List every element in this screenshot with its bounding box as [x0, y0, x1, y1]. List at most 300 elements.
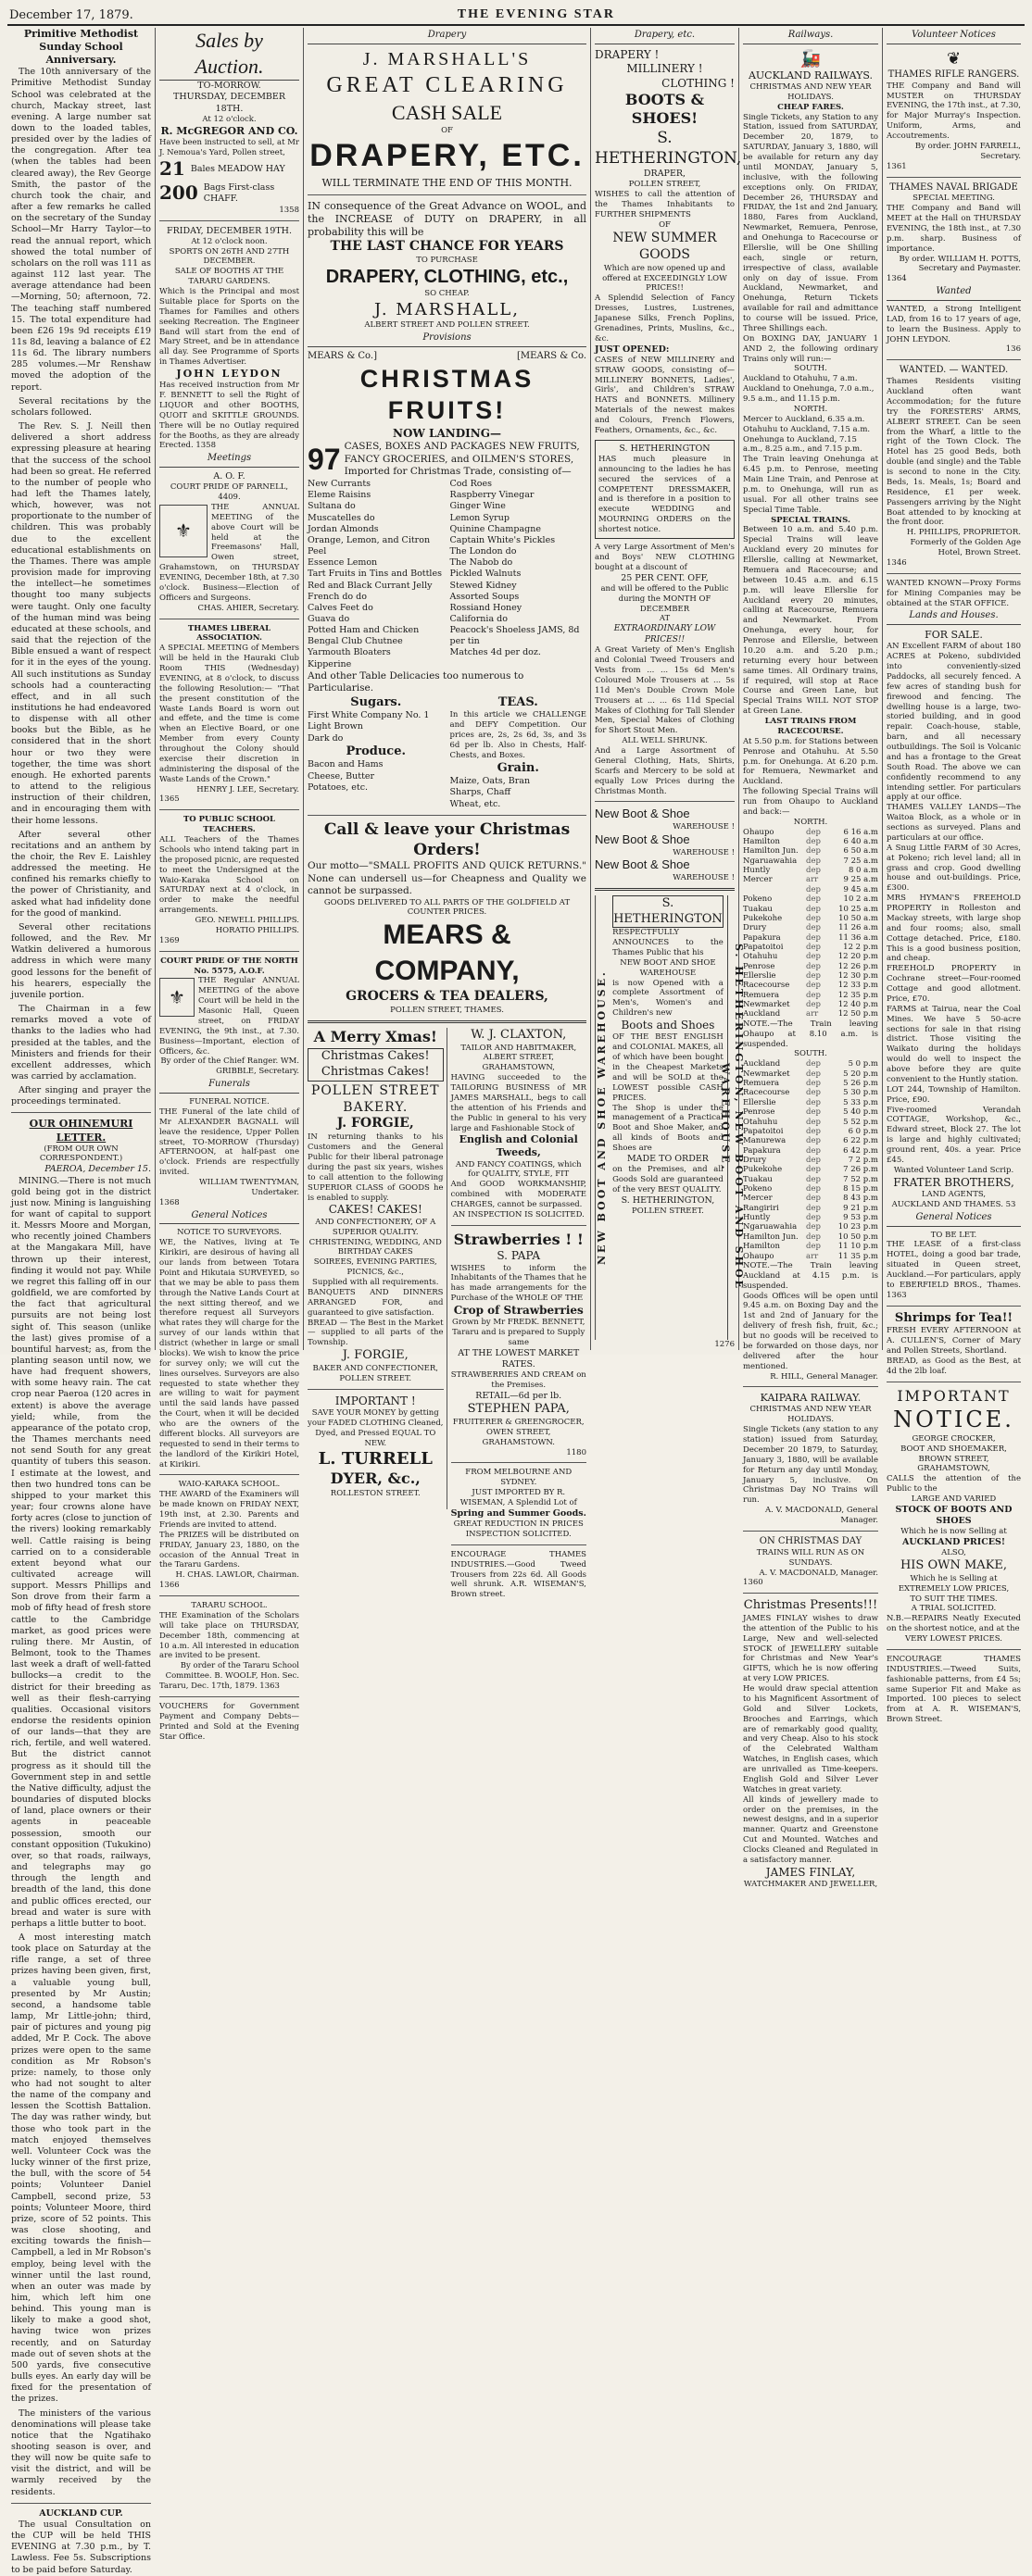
list-item: Light Brown — [308, 721, 363, 732]
article-subheading: (FROM OUR OWN CORRESPONDENT.) — [39, 1144, 123, 1164]
table-cell: Drury — [743, 923, 767, 933]
ad-text: JAMES FINLAY wishes to draw the attention of the Public to his Large, New and well-selected STOCK of JEWELLERY suitable for Christmas and New Year's GIFTS, which he is now offering at very LOW PRICES. — [743, 1613, 878, 1684]
table-cell: 10 25 a.m — [838, 904, 878, 914]
ad-line: SPORTS ON 26TH AND 27TH DECEMBER. — [169, 246, 290, 267]
ad-text: Between 10 a.m. and 5.40 p.m. Special Trains will leave Auckland every 20 minutes for Ellerslie, calling at Newmarket, Remuera and Racecourse; and between 10.45 a.m. and 6.15 p.m. will leave Ellerslie for Auckland every 20 minutes, calling at Racecourse, Remuera and Newmarket. From Onehunga, every hour, for Penrose and Ellerslie, between 10.20 a.m. and 5.20 p.m.; returning every hour between same times. All Ordinary trains, if required, will stop at Race Course and Green Lane, but Special Trains WILL NOT STOP at Green Lane. — [743, 525, 878, 717]
table-cell: dep — [806, 1174, 821, 1184]
ad-line: SOUTH. — [794, 1049, 827, 1059]
merchant-name: S. HETHERINGTON, — [595, 128, 742, 168]
ad-title: New Boot & Shoe — [595, 807, 690, 821]
merchant-name: S. PAPA — [497, 1249, 541, 1263]
ad-text: WISHES to call the attention of the Thames Inhabitants to FURTHER SHIPMENTS — [595, 190, 735, 220]
article-paragraph: Several recitations by the scholars followed. — [11, 395, 151, 418]
ad-text: Which is the Principal and most Suitable place for Sports on the Thames for Families and others seeking Recreation. The Engineer Band will start from the end of Mary Street, and be in attendance all day. See Programme of Sports in Thames Advertiser. — [159, 287, 299, 368]
ad-line: JUST OPENED: — [595, 344, 670, 355]
table-cell: dep — [806, 1097, 821, 1107]
ad-title: CHRISTMAS FRUITS! — [359, 364, 535, 425]
ad-line: OF — [441, 126, 453, 136]
list-item: Rossiand Honey — [449, 602, 522, 613]
table-cell: 5 33 p.m — [843, 1097, 878, 1107]
ad-line: [MEARS & Co. — [517, 350, 586, 361]
article-paragraph: The Chairman in a few remarks moved a vote of thanks to the ladies who had presided at the tables, and the Ministers and friends for their excellent addresses, which was carried by acclamation. — [11, 1004, 151, 1082]
ad-heading: TO PUBLIC SCHOOL TEACHERS. — [182, 815, 276, 835]
list-item: Essence Lemon — [308, 557, 378, 569]
table-row — [743, 1194, 878, 1203]
ad-text: THAMES VALLEY LANDS—The Waitoa Block, as a whole or in sections as surveyed. Plans and particulars at our office. — [887, 803, 1021, 843]
category-heading: Sugars. — [350, 694, 402, 709]
table-cell: dep — [806, 971, 821, 982]
ad-line: CHRISTENING, WEDDING, AND BIRTHDAY CAKES — [308, 1237, 442, 1257]
ad-heading: KAIPARA RAILWAY. — [760, 1392, 862, 1405]
table-cell: Manurewa — [743, 1136, 787, 1146]
ad-text: Have been instructed to sell, at Mr J. Nemoua's Yard, Pollen street, — [159, 137, 299, 157]
ad-text: In this article we CHALLENGE and DEFY Competition. Our prices are, 2s, 2s 6d, 3s, and 3s 6d per lb. Also in Chests, Half-Chests, and Boxes. — [449, 710, 586, 760]
ad-heading: COURT PRIDE OF THE NORTH No. 5575, A.O.F. — [160, 956, 298, 976]
list-item: Dark do — [308, 732, 344, 744]
ad-title: CASH SALE — [391, 101, 503, 125]
table-cell: 9 45 a.m — [843, 884, 878, 894]
table-cell: 5 20 p.m — [843, 1069, 878, 1079]
ad-line: Spring and Summer Goods. — [450, 1507, 586, 1519]
section-heading: General Notices — [887, 1210, 1021, 1227]
ad-text: and will be offered to the Public during the MONTH OF DECEMBER — [600, 583, 729, 614]
ad-line: STOCK OF BOOTS AND SHOES — [895, 1504, 1013, 1527]
table-row — [743, 1165, 878, 1174]
ad-text: Five-roomed Verandah COTTAGE, Workshop, &c., Edward street, Block 27. The lot is large and highly cultivated; ground rent, 40s. a year. Price £45. — [887, 1105, 1021, 1165]
ad-line: ROLLESTON STREET. — [330, 1488, 421, 1498]
ad-text: A very Large Assortment of Men's and Boys' NEW CLOTHING bought at a discount of — [595, 542, 735, 572]
table-cell: dep — [806, 1136, 821, 1146]
train-list — [743, 415, 878, 456]
ad-line: DRAPERY ! — [595, 47, 660, 61]
signature: A. V. MACDONALD, General Manager. — [764, 1506, 878, 1526]
ad-line: CHEAP FARES. — [777, 102, 844, 112]
ad-line: RETAIL—6d per lb. — [475, 1391, 562, 1402]
list-item: Peacock's Shoeless JAMS, 8d per tin — [449, 625, 580, 647]
ad-line: At 12 o'clock. — [202, 114, 257, 124]
product-list — [308, 479, 445, 670]
merchant-name: L. TURRELL — [318, 1449, 433, 1469]
ad-heading: FOR SALE. — [925, 629, 983, 642]
ad-text: THE Company and Band will MUSTER on THURSDAY EVENING, the 17th inst., at 7.30, for Major Murray's Inspection. Uniform, Arms, and Accoutrements. — [887, 81, 1021, 141]
table-cell: dep — [806, 1059, 821, 1069]
table-cell: arr — [806, 1009, 819, 1019]
table-cell: 7 25 a.m — [843, 856, 878, 866]
merchant-name: W. J. CLAXTON, — [471, 1027, 567, 1042]
ad-line: SPECIAL MEETING. — [912, 194, 995, 204]
ad-text: VOUCHERS for Government Payment and Company Debts—Printed and Sold at the Evening Star Office. — [159, 1701, 299, 1742]
item: Bales MEADOW HAY — [190, 164, 285, 175]
list-item: Captain White's Pickles — [449, 534, 556, 545]
ad-line: GOODS DELIVERED TO ALL PARTS OF THE GOLDFIELD AT COUNTER PRICES. — [323, 897, 571, 918]
ad-text: WE, the Natives, living at Te Kirikiri, are desirous of having all our lands from between Totara Point and Hikutaia SURVEYED, so that we may be able to pass them through the Native Lands Court at the next sitting thereof, and we therefore request all Surveyors what rates they will charge for the survey of our lands within that district (whether in large or small blocks). We wish to know the price for survey only; we will cut the lines ourselves. Surveyors are also requested to state whether they are willing to wait for payment until the said lands have passed the Court, when it will be decided who are the owners of the different blocks. All surveyors are requested to send in their terms to the landlord of the Kirikiri Hotel, at Kirikiri. — [159, 1238, 299, 1469]
ad-line: WAREHOUSE ! — [673, 873, 735, 883]
ad-line: Which he is now Selling at — [900, 1527, 1007, 1537]
auctioneer-name: R. McGREGOR AND CO. — [160, 124, 298, 137]
timetable — [743, 1059, 878, 1261]
table-cell: dep — [806, 846, 821, 857]
section-heading: Funerals — [159, 1077, 299, 1094]
ad-text: IN returning thanks to his Customers and the General Public for their liberal patronage during the past six years, wishes to call attention to the following SUPERIOR CLASS of GOODS he is enabled to supply. — [308, 1132, 444, 1203]
ad-line: SO CHEAP. — [424, 289, 470, 299]
ad-line: And other Table Delicacies too numerous to Particularise. — [308, 669, 524, 694]
table-cell: dep — [806, 904, 821, 914]
ad-text: On BOXING DAY, JANUARY 1 AND 2, the following ordinary Trains only will run:— — [743, 333, 878, 364]
table-cell: Tuakau — [743, 904, 773, 914]
ad-line: WAREHOUSE ! — [673, 822, 735, 832]
table-cell: dep — [806, 913, 821, 923]
ad-text: A SPECIAL MEETING of Members will be held in the Hauraki Club Room THIS (Wednesday) EVENING, at 8 o'clock, to discuss the following Resolution:— "That the present constitution of the Waste Lands Board is worn out and effete, and the time is come when an Elective Board, or one Member from every County throughout the Colony should exercise their discretion in administering the disposal of the Waste Lands of the Crown." — [159, 644, 299, 784]
product-list — [308, 759, 445, 793]
ad-line: FROM MELBOURNE AND SYDNEY. — [465, 1468, 573, 1488]
list-item: Otahuhu to Auckland, 7.15 a.m. — [743, 424, 871, 434]
article-heading: AUCKLAND CUP. — [39, 2507, 123, 2519]
signature: H. PHILLIPS, PROPRIETOR. Formerly of the Golden Age Hotel, Brown Street. — [906, 528, 1021, 558]
table-row — [743, 857, 878, 866]
ad-text: Has received instruction from Mr F. BENNETT to sell the Right of LIQUOR and other BOOTHS, QUOIT and SKITTLE GROUNDS. There will be no Outlay required for the Booths, as they are already Erected. 1358 — [159, 381, 299, 451]
ad-title: A Merry Xmas! — [313, 1027, 437, 1045]
ad-line: THE LAST CHANCE FOR YEARS — [330, 238, 564, 254]
ad-text: IN consequence of the Great Advance on WOOL, and the INCREASE of DUTY on DRAPERY, in all probability this will be — [308, 199, 586, 238]
ad-line: TO PURCHASE — [416, 255, 478, 265]
newspaper-title: THE EVENING STAR — [457, 7, 616, 21]
table-cell: dep — [806, 894, 821, 905]
ad-line: MADE TO ORDER — [626, 1153, 709, 1164]
table-cell: arr — [806, 1251, 819, 1261]
ad-line: English and Colonial Tweeds, — [459, 1133, 578, 1159]
table-cell: dep — [806, 827, 821, 837]
table-cell: dep — [806, 1194, 821, 1204]
list-item: Tart Fruits in Tins and Bottles — [308, 569, 442, 580]
table-cell: Huntly — [743, 866, 771, 876]
ad-text: CASES of NEW MILLINERY and STRAW GOODS, consisting of— MILLINERY BONNETS, Ladies', Girls', and Children's STRAW HATS and BONNETS. Millinery Materials of the newest makes and Colours, French Flowers, Feathers, Ornaments, &c., &c. — [595, 355, 735, 435]
merchant-name: STEPHEN PAPA, — [467, 1402, 570, 1417]
table-cell: dep — [806, 1203, 821, 1213]
signature: CHAS. AHIER, Secretary. — [197, 603, 299, 613]
signature: HENRY J. LEE, Secretary. — [196, 784, 299, 794]
table-row — [743, 1098, 878, 1107]
ad-line: OF — [659, 219, 671, 230]
table-row — [743, 962, 878, 971]
ad-heading: THAMES RIFLE RANGERS. — [887, 69, 1020, 80]
table-cell: Otahuhu — [743, 952, 778, 962]
table-cell: dep — [806, 866, 821, 876]
table-cell: Remuera — [743, 990, 780, 1000]
list-item: Mercer to Auckland, 6.35 a.m. — [743, 414, 865, 424]
article-paragraph: A most interesting match took place on Saturday at the rifle range, a set of three prizes having been given, first, a valuable young bull, presented by Mr Austin; second, a handsome table lamp, Mr Little-john; third, pair of pictures and young pig added, Mr P. Cock. The above prizes were open to the same condition as Mr Robson's prize: namely, to those only who had not sought to alter the name of the company and lessen the Scottish Battalion. The day was rather windy, but those who took part in the match enjoyed themselves well. Volunteer Cock was the lucky winner of the first prize, the bull, with the score of 54 points; Volunteer Daniel Campbell, second prize, 53 points; Volunteer Moore, third prize, score of 52 points. This was close shooting, and exciting towards the finish—Campbell, a led in Mr Robson's employ, being level with the winner until the last round, when an outer was made by him, which left him one behind. This young man is likely to make a good shot, having twice won prizes recently, and on Saturday made out of seven shots at the 500 yards, five consecutive bulls eyes. An early day will be fixed for the presentation of the prizes. — [11, 1932, 151, 2405]
table-row — [743, 1059, 878, 1069]
ad-line: AT THE LOWEST MARKET RATES. — [458, 1348, 580, 1370]
ad-line: VERY LOWEST PRICES. — [905, 1634, 1002, 1644]
table-cell: 7 26 p.m — [843, 1165, 878, 1175]
table-cell: 12 35 p.m — [837, 990, 878, 1000]
list-item: Kipperine — [308, 658, 352, 669]
table-cell: 11 35 p.m — [837, 1251, 878, 1261]
ad-line: BOOT AND SHOEMAKER, — [900, 1444, 1007, 1454]
table-row — [743, 1156, 878, 1165]
list-item: Wheat, etc. — [449, 798, 501, 809]
section-heading: Sales by Auction. — [159, 28, 299, 81]
table-cell: Ngaruawahia — [743, 1222, 798, 1232]
train-list — [743, 374, 878, 405]
list-item: Guava do — [308, 614, 350, 624]
table-cell: 6 50 a.m — [843, 846, 878, 857]
ad-line: TO SUIT THE TIMES. — [910, 1594, 998, 1604]
table-cell — [743, 885, 806, 894]
table-cell: dep — [806, 1069, 821, 1079]
ad-text: HAS much pleasure in announcing to the ladies he has secured the services of a COMPETENT DRESSMAKER, and is therefore in a position to execute WEDDING and MOURNING ORDERS on the shortest notice. — [598, 454, 731, 535]
ad-text: WANTED, a Strong Intelligent LAD, from 16 to 17 years of age, to learn the Business. Apply to JOHN LEYDON. — [887, 304, 1021, 344]
list-item: The London do — [449, 546, 517, 557]
column-drapery-provisions — [304, 28, 591, 1600]
list-item: Lemon Syrup — [449, 512, 510, 523]
table-row — [743, 885, 878, 894]
ad-line: SOIREES, EVENING PARTIES, PICNICS, &c., — [313, 1257, 437, 1278]
table-cell: 10 23 p.m — [837, 1222, 878, 1232]
table-cell: Pukekohe — [743, 913, 783, 923]
ad-heading: AUCKLAND RAILWAYS. — [748, 69, 874, 81]
table-cell: 11 10 p.m — [837, 1242, 878, 1252]
ad-line: AN INSPECTION IS SOLICITED. — [452, 1209, 585, 1219]
table-row — [743, 1242, 878, 1251]
table-row — [743, 1069, 878, 1079]
table-cell: Newmarket — [743, 1000, 790, 1010]
ad-line: BROWN STREET, GRAHAMSTOWN, — [917, 1454, 990, 1474]
ad-text: Which are now opened up and offered at EXCEEDINGLY LOW PRICES!! — [602, 263, 727, 294]
table-row — [743, 914, 878, 923]
table-row — [743, 1009, 878, 1019]
section-heading: Drapery — [308, 28, 586, 44]
ad-heading: TO BE LET. — [930, 1230, 977, 1240]
table-cell: Hamilton Jun. — [743, 1232, 799, 1242]
table-cell: Mercer — [743, 1194, 773, 1204]
ad-title: Christmas Cakes! Christmas Cakes! — [308, 1048, 444, 1081]
table-cell: Papatoitoi — [743, 942, 784, 952]
table-cell: Remuera — [743, 1079, 780, 1089]
table-cell: 6 22 p.m — [843, 1136, 878, 1146]
ad-line: AUCKLAND AND THAMES. 53 — [891, 1199, 1016, 1209]
vertical-banner: S. HETHERINGTON, NEW BOOT AND SHOE WAREHOUSE. — [727, 895, 745, 1340]
dateline: PAEROA, December 15. — [44, 1164, 151, 1175]
ad-line: GROCERS & TEA DEALERS, — [346, 989, 548, 1005]
table-cell: dep — [806, 1184, 821, 1194]
ad-line: At 12 o'clock noon. — [191, 236, 268, 246]
ad-text: CASES, BOXES AND PACKAGES NEW FRUITS, FANCY GROCERIES, and OILMEN'S STORES, Imported for Christmas Trade, consisting of— — [344, 441, 580, 478]
ad-line: MEARS & Co.] — [308, 350, 377, 361]
ad-text: NOTE.—The Train leaving Auckland at 4.15 p.m. is suspended. — [743, 1260, 878, 1291]
ad-text: FREEHOLD PROPERTY in Cochrane street—Four-roomed Cottage and good allotment. Price, £70. — [887, 964, 1021, 1004]
table-cell: 10 50 p.m — [837, 1232, 878, 1242]
section-heading: Volunteer Notices — [887, 28, 1021, 44]
table-row — [743, 952, 878, 961]
ad-line: ALL WELL SHRUNK. — [622, 736, 708, 746]
ad-text: CALLS the attention of the Public to the — [887, 1474, 1021, 1494]
table-row — [743, 905, 878, 914]
ad-line: AT — [659, 614, 671, 624]
ad-line: BAKER AND CONFECTIONER, POLLEN STREET. — [312, 1363, 438, 1383]
category-heading: Grain. — [497, 760, 539, 775]
column-notices — [883, 28, 1025, 1725]
table-cell: Pokeno — [743, 894, 773, 905]
table-cell: Racecourse — [743, 1088, 790, 1098]
table-row — [743, 1175, 878, 1184]
table-cell: Hamilton — [743, 837, 780, 847]
list-item: Eleme Raisins — [308, 490, 371, 501]
list-item: Bacon and Hams — [308, 759, 384, 770]
ad-text: Single Tickets (any station to any station) issued from Saturday, December 20 1879, to Saturday, January 3, 1880, will be available for Return any day until Monday, January 5, inclusive. On Christmas Day NO Trains will run. — [743, 1425, 878, 1506]
table-cell: dep — [806, 1155, 821, 1165]
crest-icon: ⚜ — [159, 505, 208, 557]
table-cell: Pokeno — [743, 1184, 773, 1194]
table-cell: 5 40 p.m — [843, 1107, 878, 1118]
vertical-banner: NEW BOOT AND SHOE WAREHOUSE. — [595, 895, 609, 1340]
ad-line: FRUITERER & GREENGROCER, — [452, 1417, 585, 1427]
column-news — [7, 28, 156, 2575]
ad-ref: 1361 — [887, 161, 907, 171]
ad-text: HAVING succeeded to the TAILORING BUSINESS of MR JAMES MARSHALL, begs to call the attention of his Friends and the Public in general to his very large and Fashionable Stock of — [450, 1073, 586, 1133]
quantity: 21 — [159, 157, 185, 181]
table-cell: dep — [806, 1232, 821, 1242]
table-cell: dep — [806, 961, 821, 971]
list-item: Pickled Walnuts — [449, 569, 522, 580]
ad-line: ALSO, — [941, 1548, 966, 1558]
article-paragraph: The Rev. S. J. Neill then delivered a short address expressing pleasure at hearing that the success of the school had been so great. He referred to the number of people who had left the Thames lately, which, however, was not proportionate to the number of children. This was probably due to the excellent educational establishments on the Thames. There was ample provision made for improving the intellect—he sometimes thought too many subjects were taught. Only one faculty of the human mind was being educated at these schools, and said that the rejection of the Bible ensued a want of respect for it in the eyes of the young. All such institutions as Sunday schools had a counteracting effect, and in all such institutions he had endeavored to dispense with all other books but the Bible, as he considered that in the short hour or two they were together, the time was short enough. He exhorted parents to attend to the religious instruction of their children, and in encouraging them with their home lessons. — [11, 421, 151, 826]
signature: By order. JOHN FARRELL, Secretary. — [914, 141, 1021, 161]
table-cell: 8 0 a.m — [848, 866, 878, 876]
section-heading: General Notices — [159, 1208, 299, 1225]
table-cell: dep — [806, 1145, 821, 1156]
ad-ref: 1358 — [279, 205, 299, 215]
ad-line: AND CONFECTIONERY, OF A SUPERIOR QUALITY. — [315, 1217, 436, 1237]
table-cell: 8 43 p.m — [843, 1194, 878, 1204]
article-paragraph: Several other recitations followed, and the Rev. Mr Watkin delivered a humorous address in which were many good lessons for the benefit of his hearers, especially the juvenile portion. — [11, 921, 151, 1000]
ad-line: WAREHOUSE ! — [673, 847, 735, 857]
ad-text: A Splendid Selection of Fancy Dresses, Lustres, Lustrenes, Japanese Silks, French Poplins, Grenadines, Prints, Muslins, &c., &c. — [595, 294, 735, 344]
ad-title: NEW SUMMER GOODS — [612, 230, 717, 262]
ad-title: DRAPERY, ETC. — [309, 138, 585, 174]
table-row — [743, 866, 878, 875]
section-heading: Meetings — [159, 451, 299, 468]
ad-text: And a Large Assortment of General Clothing, Hats, Shirts, Scarfs and Mercery to be sold at equally Low Prices during the Christmas Month. — [595, 746, 735, 796]
table-cell: Penrose — [743, 1107, 775, 1118]
ad-line: POLLEN STREET, THAMES. — [390, 1006, 504, 1015]
ad-ref: 1180 — [566, 1447, 586, 1457]
ad-title: New Boot & Shoe — [595, 832, 690, 846]
ad-line: OWEN STREET, GRAHAMSTOWN. — [482, 1427, 555, 1447]
table-row — [743, 1252, 878, 1261]
ad-heading: THAMES NAVAL BRIGADE — [889, 181, 1018, 193]
product-list — [450, 479, 587, 670]
section-heading: Drapery, etc. — [595, 28, 735, 44]
article-paragraph: The ministers of the various denominations will please take notice that the Ngatihako shooting season is over, and they will now be quite safe to visit the district, and will be warmly received by the residents. — [11, 2407, 151, 2497]
table-row — [743, 1107, 878, 1117]
table-cell: Hamilton — [743, 1242, 780, 1252]
ad-text: OF THE BEST ENGLISH and COLONIAL MAKES, all of which have been bought in the Cheapest Markets and will be SOLD at the LOWEST possible CASH PRICES. — [612, 1032, 724, 1103]
ad-text: AN Excellent FARM of about 180 ACRES at Pokeno, subdivided into conveniently-sized Paddocks, all securely fenced. A few acres of standing bush for firewood and fencing. The dwelling house is a large, two-storied building, and in good repair. Coach-house, stable, barn, and all necessary outbuildings. The Soil is Volcanic and has a frontage to the Great South Road. The above we can confidently recommend to any intending settler. For particulars apply at our office. — [887, 642, 1021, 803]
list-item: Jordan Almonds — [308, 523, 379, 534]
list-item: Muscatelles do — [308, 512, 375, 523]
ad-text: The PRIZES will be distributed on FRIDAY, January 23, 1880, on the occasion of the Annual Treat in the Tararu Gardens. — [159, 1530, 299, 1570]
ad-line: A. O. F. — [213, 471, 245, 482]
ad-text: BANQUETS AND DINNERS ARRANGED FOR, and guaranteed to give satisfaction. — [308, 1287, 444, 1318]
table-cell: 9 21 p.m — [843, 1203, 878, 1213]
merchant-name: FRATER BROTHERS, — [893, 1175, 1014, 1189]
merchant-name: S. HETHERINGTON — [619, 443, 711, 454]
table-cell: dep — [806, 884, 821, 894]
table-cell: dep — [806, 1242, 821, 1252]
ad-line: Crop of Strawberries — [453, 1304, 584, 1318]
table-cell: 7 52 p.m — [843, 1174, 878, 1184]
table-cell: dep — [806, 1107, 821, 1118]
list-item: New Currants — [308, 479, 371, 490]
table-cell: 10 50 a.m — [838, 913, 878, 923]
ad-title: Christmas Presents!!! — [743, 1598, 878, 1613]
ad-line: Which he is Selling at — [910, 1573, 998, 1583]
table-cell: Ohaupo — [743, 827, 774, 837]
ad-line: STRAWBERRIES AND CREAM on the Premises. — [450, 1370, 586, 1391]
ad-line: Grown by Mr FREDK. BENNETT, Tararu and is prepared to Supply same — [452, 1318, 585, 1348]
ad-line: TRAINS WILL RUN AS ON SUNDAYS. — [756, 1547, 865, 1568]
table-cell: 12 26 p.m — [837, 961, 878, 971]
ad-line: ALBERT STREET, GRAHAMSTOWN, — [482, 1053, 555, 1073]
table-row — [743, 828, 878, 837]
masthead — [7, 6, 1025, 26]
list-item: Cheese, Butter — [308, 770, 375, 782]
list-item: Red and Black Currant Jelly — [308, 580, 433, 591]
ad-line: THURSDAY, DECEMBER 18TH. — [172, 92, 286, 114]
ad-line: NEW BOOT AND SHOE WAREHOUSE — [620, 957, 716, 978]
table-cell: Papakura — [743, 932, 781, 943]
table-cell: 5 26 p.m — [843, 1079, 878, 1089]
ad-text: WISHES to inform the Inhabitants of the Thames that he has made arrangements for the Purchase of the WHOLE OF THE — [450, 1263, 587, 1304]
ad-line: NORTH. — [793, 817, 828, 827]
table-cell: dep — [806, 981, 821, 991]
table-row — [743, 837, 878, 846]
signature: A. V. MACDONALD, Manager. — [759, 1568, 878, 1578]
table-row — [743, 1118, 878, 1127]
ad-ref: 1366 — [159, 1581, 180, 1591]
ad-text: All kinds of jewellery made to order on the premises, in the newest designs, and in a superior manner. Quartz and Greenstone Cut and Mounted. Watches and Clocks Cleaned and Regulated in a satisfactory manner. — [743, 1794, 878, 1865]
table-cell: dep — [806, 1079, 821, 1089]
table-row — [743, 933, 878, 943]
table-row — [743, 1146, 878, 1156]
table-cell: 9 53 p.m — [843, 1213, 878, 1223]
ad-line: SALE OF BOOTHS AT THE TARARU GARDENS. — [174, 267, 284, 287]
table-row — [743, 875, 878, 884]
table-cell: dep — [806, 932, 821, 943]
ad-text: is now Opened with a complete Assortment of Men's, Women's and Children's new — [612, 978, 724, 1019]
ad-ref: 1364 — [887, 274, 907, 284]
ad-title: IMPORTANT ! — [334, 1394, 416, 1407]
ad-line: CHRISTMAS AND NEW YEAR HOLIDAYS. — [749, 81, 872, 102]
table-cell: 6 16 a.m — [843, 827, 878, 837]
ad-line: MILLINERY ! — [626, 62, 703, 76]
table-cell: Newmarket — [743, 1069, 790, 1079]
ad-line: A TRIAL SOLICITED. — [911, 1604, 997, 1614]
ad-text: He would draw special attention to his Magnificent Assortment of Gold and Silver Lockets, Brooches and Earrings, which are of remarkably good quality, and very Cheap. Also to his stock of the Celebrated Waltham Watches, in English cases, which are unrivalled as Time-keepers. English Gold and Silver Lever Watches in great variety. — [743, 1684, 878, 1794]
merchant-name: J. FORGIE, — [336, 1116, 414, 1132]
table-cell: 5 52 p.m — [843, 1117, 878, 1127]
ad-line: SPECIAL TRAINS. — [771, 515, 850, 525]
ad-title: IMPORTANT — [897, 1386, 1011, 1405]
table-cell: 12 50 p.m — [837, 1009, 878, 1019]
ad-line: POLLEN STREET BAKERY. — [310, 1082, 440, 1115]
table-cell: 5 0 p.m — [848, 1059, 878, 1069]
ad-footer: Tararu, Dec. 17th, 1879. 1363 — [159, 1682, 280, 1692]
ad-ref: 1369 — [159, 935, 180, 945]
ad-line: COURT PRIDE OF PARNELL, 4409. — [170, 482, 289, 503]
ad-text: Our motto—"SMALL PROFITS AND QUICK RETURNS." None can undersell us—for Cheapness and Quality we cannot be surpassed. — [308, 860, 586, 897]
